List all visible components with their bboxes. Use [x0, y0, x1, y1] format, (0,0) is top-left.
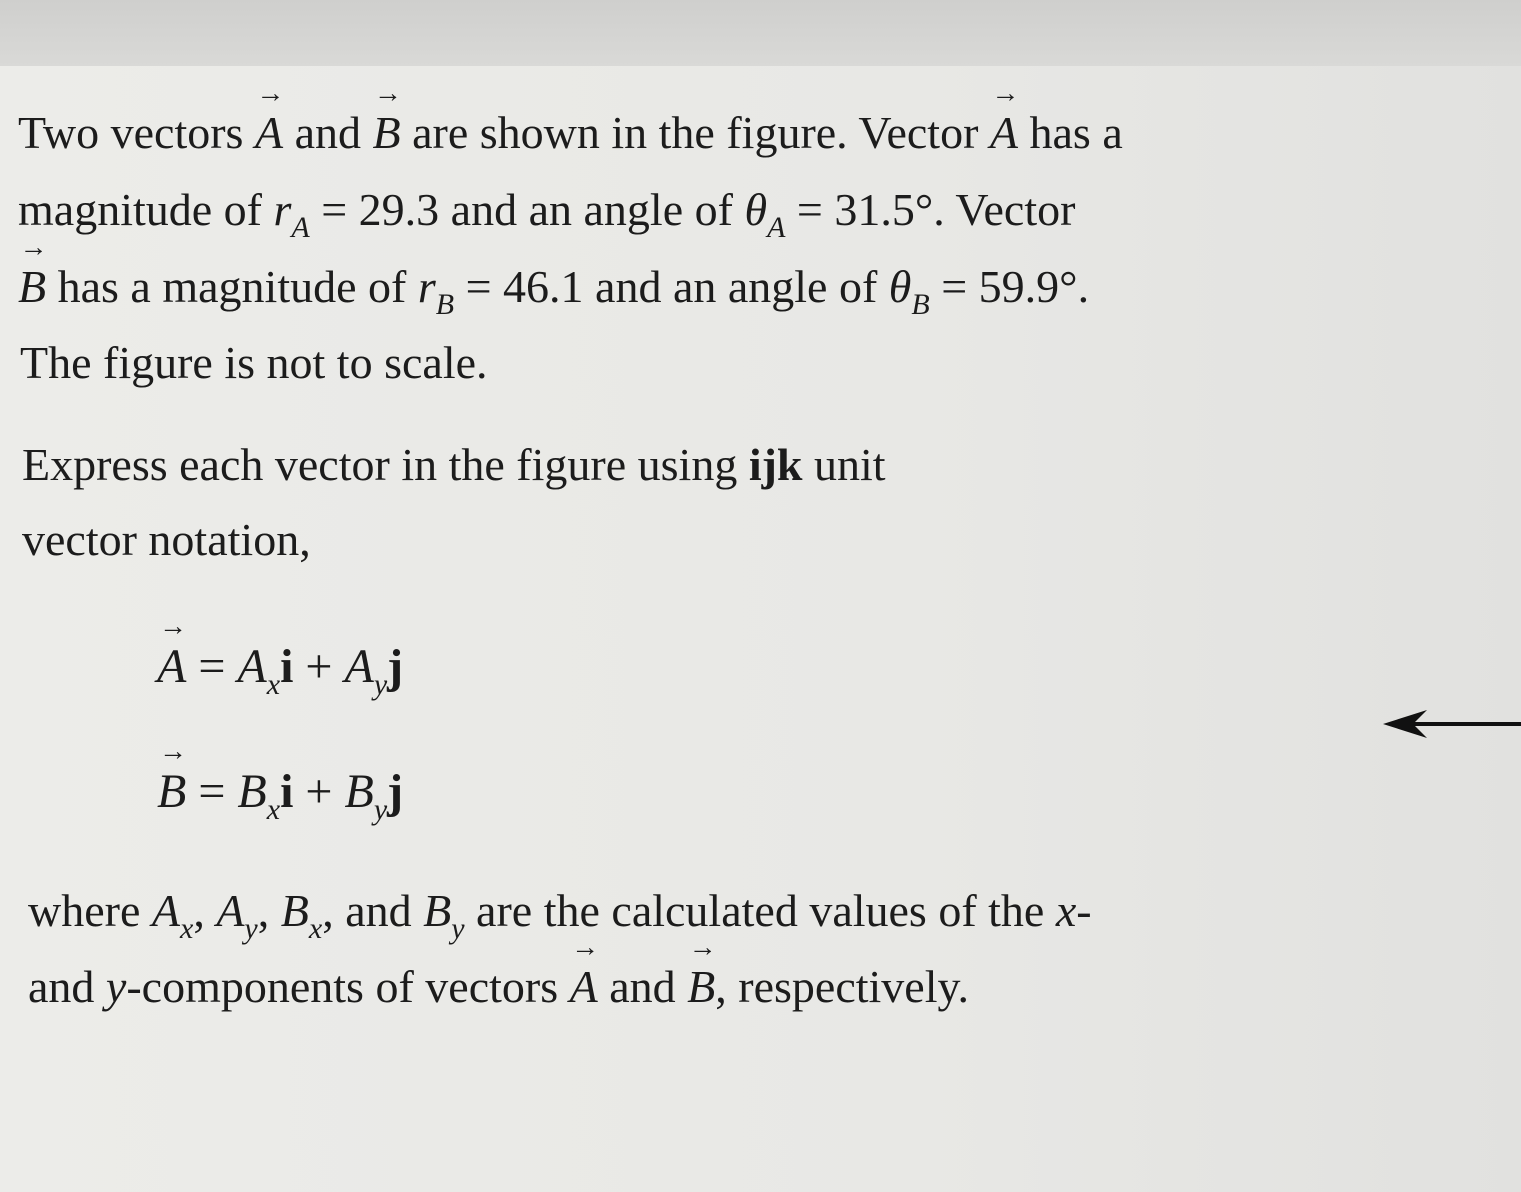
text: , and	[322, 885, 424, 936]
component-symbol: A	[151, 885, 180, 936]
component-symbol: B	[344, 765, 374, 818]
subscript: y	[373, 793, 388, 826]
subscript: y	[451, 912, 465, 945]
text: ,	[257, 885, 281, 936]
subscript: y	[373, 668, 388, 701]
component-symbol: B	[423, 885, 452, 936]
angle-symbol: θ	[888, 261, 912, 312]
plus-sign: +	[293, 765, 345, 818]
text: , respectively.	[715, 961, 970, 1012]
problem-line-2	[18, 184, 1076, 244]
problem-line-4: The figure is not to scale.	[20, 337, 488, 388]
subscript: A	[767, 211, 786, 244]
vector-b-symbol: → B	[372, 110, 400, 156]
subscript: A	[291, 211, 310, 244]
unit-vector-i: i	[280, 640, 294, 693]
equation-a	[157, 640, 404, 701]
equation-b	[157, 765, 404, 826]
vector-b-symbol: → B	[687, 964, 715, 1010]
text: and	[597, 961, 688, 1012]
component-symbol: A	[216, 885, 245, 936]
top-band	[0, 0, 1521, 66]
subscript: y	[244, 912, 258, 945]
component-symbol: A	[237, 640, 267, 693]
vector-a-symbol: → A	[255, 110, 283, 156]
text: Express each vector in the figure using	[22, 439, 749, 490]
component-symbol: B	[237, 765, 267, 818]
text: unit	[802, 439, 886, 490]
unit-vector-i: i	[280, 765, 294, 818]
angle-a-value: = 31.5°. Vector	[785, 184, 1076, 235]
text: and	[283, 107, 373, 158]
magnitude-symbol: r	[273, 184, 292, 235]
where-line-1	[28, 885, 1092, 945]
vector-a-symbol: → A	[157, 643, 186, 691]
equals-sign: =	[186, 765, 238, 818]
plus-sign: +	[293, 640, 345, 693]
text: are the calculated values of the	[464, 885, 1056, 936]
text: are shown in the figure. Vector	[400, 107, 990, 158]
text: where	[28, 885, 152, 936]
subscript: x	[179, 912, 194, 945]
unit-vector-j: j	[387, 640, 404, 693]
subscript: x	[266, 668, 281, 701]
vector-b-symbol: → B	[157, 768, 186, 816]
problem-line-1	[18, 107, 1123, 158]
problem-line-3	[18, 261, 1090, 321]
magnitude-b-value: = 46.1 and an angle of	[454, 261, 889, 312]
text: and	[28, 961, 106, 1012]
vector-a-symbol: → A	[570, 964, 598, 1010]
where-line-2	[28, 961, 970, 1012]
subscript: B	[911, 288, 930, 321]
subscript: x	[266, 793, 281, 826]
angle-symbol: θ	[744, 184, 768, 235]
vector-a-symbol: → A	[990, 110, 1018, 156]
angle-b-value: = 59.9°.	[929, 261, 1090, 312]
text: -components of vectors	[126, 961, 570, 1012]
text: magnitude of	[18, 184, 274, 235]
subscript: x	[308, 912, 323, 945]
text: has a magnitude of	[46, 261, 418, 312]
component-symbol: B	[280, 885, 309, 936]
left-arrow-icon	[1383, 706, 1521, 742]
magnitude-symbol: r	[417, 261, 436, 312]
text: has a	[1018, 107, 1123, 158]
ijk-bold-text: ijk	[748, 439, 803, 490]
text: -	[1076, 885, 1092, 936]
equals-sign: =	[186, 640, 238, 693]
component-symbol: A	[344, 640, 374, 693]
text: ,	[193, 885, 217, 936]
magnitude-a-value: = 29.3 and an angle of	[309, 184, 745, 235]
y-symbol: y	[105, 961, 127, 1012]
x-symbol: x	[1055, 885, 1077, 936]
text: Two vectors	[18, 107, 255, 158]
instruction-line-2: vector notation,	[22, 514, 311, 565]
vector-b-symbol: → B	[18, 264, 46, 310]
unit-vector-j: j	[387, 765, 404, 818]
instruction-line-1	[22, 439, 886, 490]
subscript: B	[435, 288, 455, 321]
